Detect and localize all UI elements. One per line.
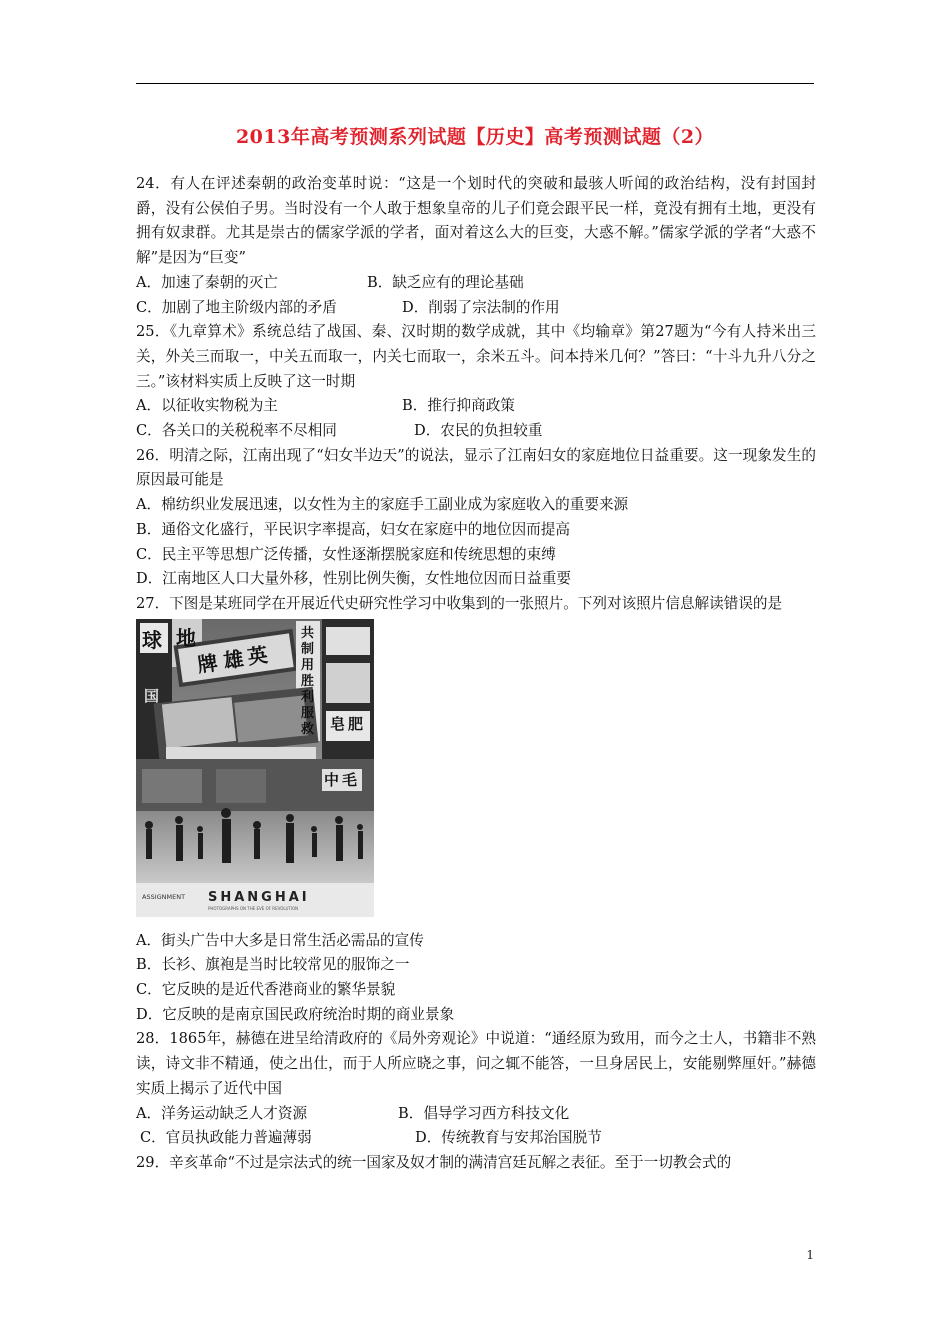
sign-char: 雄 [221, 646, 246, 673]
photo-caption-shanghai: SHANGHAI [208, 889, 310, 905]
sign-char: 中 [324, 770, 340, 789]
header-rule [136, 83, 814, 84]
sign-char: 服 [301, 705, 315, 721]
sign-char: 球 [142, 627, 162, 652]
question-29-stem: 29．辛亥革命“不过是宗法式的统一国家及奴才制的满清宫廷瓦解之表征。至于一切教会式的 [136, 1153, 732, 1171]
question-25-option-b: B．推行抑商政策 [402, 397, 515, 415]
question-27-stem: 27．下图是某班同学在开展近代史研究性学习中收集到的一张照片。下列对该照片信息解读错误的是 [136, 594, 783, 612]
sign-char: 地 [176, 625, 196, 650]
question-28-option-a: A．洋务运动缺乏人才资源 [136, 1104, 308, 1122]
question-25-option-d: D．农民的负担较重 [414, 422, 543, 440]
question-26-option-a: A．棉纺织业发展迅速，以女性为主的家庭手工副业成为家庭收入的重要来源 [136, 496, 629, 514]
sign-char: 肥 [348, 714, 364, 733]
question-25-options-row1 [136, 394, 816, 419]
question-27-option-c: C．它反映的是近代香港商业的繁华景貌 [136, 981, 396, 999]
shanghai-photo-image [136, 619, 374, 917]
sign-char: 牌 [195, 650, 220, 677]
page-number: 1 [806, 1248, 814, 1262]
question-content [136, 172, 816, 1176]
sign-char: 用 [301, 657, 315, 673]
photo-caption-subtitle: PHOTOGRAPHS ON THE EVE OF REVOLUTION [208, 905, 299, 911]
question-24-stem: 24．有人在评述秦朝的政治变革时说：“这是一个划时代的突破和最骇人听闻的政治结构，没有封国封爵，没有公侯伯子男。当时没有一个人敢于想象皇帝的儿子们竟会跟平民一样，竟没有拥有土地，更没有拥有奴隶群。尤其是崇古的儒家学派的学者，面对着这么大的巨变，大惑不解。”儒家学派的学者“大惑不解”是因为“巨变” [136, 175, 816, 267]
sign-char: 利 [301, 689, 315, 705]
shanghai-street-photo [136, 619, 374, 917]
question-24-options-row2 [136, 296, 816, 321]
question-24-options-row1 [136, 271, 816, 296]
sign-char: 国 [144, 686, 160, 705]
question-25-option-c: C．各关口的关税税率不尽相同 [136, 422, 337, 440]
question-24-option-c: C．加剧了地主阶级内部的矛盾 [136, 298, 337, 316]
sign-char: 共 [301, 625, 315, 641]
question-25-stem: 25．《九章算术》系统总结了战国、秦、汉时期的数学成就，其中《均输章》第27题为“今有人持米出三关，外关三而取一，中关五而取一，内关七而取一，余米五斗。问本持米几何？”答曰：“十斗九升八分之三。”该材料实质上反映了这一时期 [136, 323, 816, 390]
photo-caption-assignment: ASSIGNMENT [142, 892, 186, 901]
question-26-stem: 26．明清之际，江南出现了“妇女半边天”的说法，显示了江南妇女的家庭地位日益重要。这一现象发生的原因最可能是 [136, 446, 816, 489]
question-28-options-row1 [136, 1102, 816, 1127]
question-25-option-a: A．以征收实物税为主 [136, 397, 278, 415]
question-27-option-b: B．长衫、旗袍是当时比较常见的服饰之一 [136, 956, 410, 974]
sign-char: 救 [301, 721, 315, 737]
question-28-options-row2 [136, 1126, 816, 1151]
question-25-options-row2 [136, 419, 816, 444]
sign-char: 英 [245, 642, 270, 669]
question-26-option-b: B．通俗文化盛行，平民识字率提高，妇女在家庭中的地位因而提高 [136, 520, 570, 538]
sign-char: 毛 [342, 770, 358, 789]
page-title: 2013年高考预测系列试题【历史】高考预测试题（2） [235, 126, 715, 148]
question-27-option-d: D．它反映的是南京国民政府统治时期的商业景象 [136, 1005, 455, 1023]
question-24-option-a: A．加速了秦朝的灭亡 [136, 273, 278, 291]
sign-char: 制 [301, 641, 315, 657]
question-28-option-d: D．传统教育与安邦治国脱节 [415, 1129, 602, 1147]
question-26-option-d: D．江南地区人口大量外移，性别比例失衡，女性地位因而日益重要 [136, 570, 571, 588]
question-27-option-a: A．街头广告中大多是日常生活必需品的宣传 [136, 931, 424, 949]
question-24-option-b: B．缺乏应有的理论基础 [367, 273, 524, 291]
question-28-option-c: C．官员执政能力普遍薄弱 [140, 1129, 312, 1147]
question-24-option-d: D．削弱了宗法制的作用 [402, 298, 560, 316]
question-26-option-c: C．民主平等思想广泛传播，女性逐渐摆脱家庭和传统思想的束缚 [136, 545, 556, 563]
question-28-stem: 28．1865年，赫德在进呈给清政府的《局外旁观论》中说道：“通经原为致用，而今之士人，书籍非不熟读，诗文非不精通，使之出仕，而于人所应晓之事，问之辄不能答，一旦身居民上，安能剔弊厘奸。”赫德实质上揭示了近代中国 [136, 1030, 816, 1097]
question-28-option-b: B．倡导学习西方科技文化 [398, 1104, 570, 1122]
sign-char: 胜 [301, 673, 315, 689]
sign-char: 皂 [330, 714, 346, 733]
